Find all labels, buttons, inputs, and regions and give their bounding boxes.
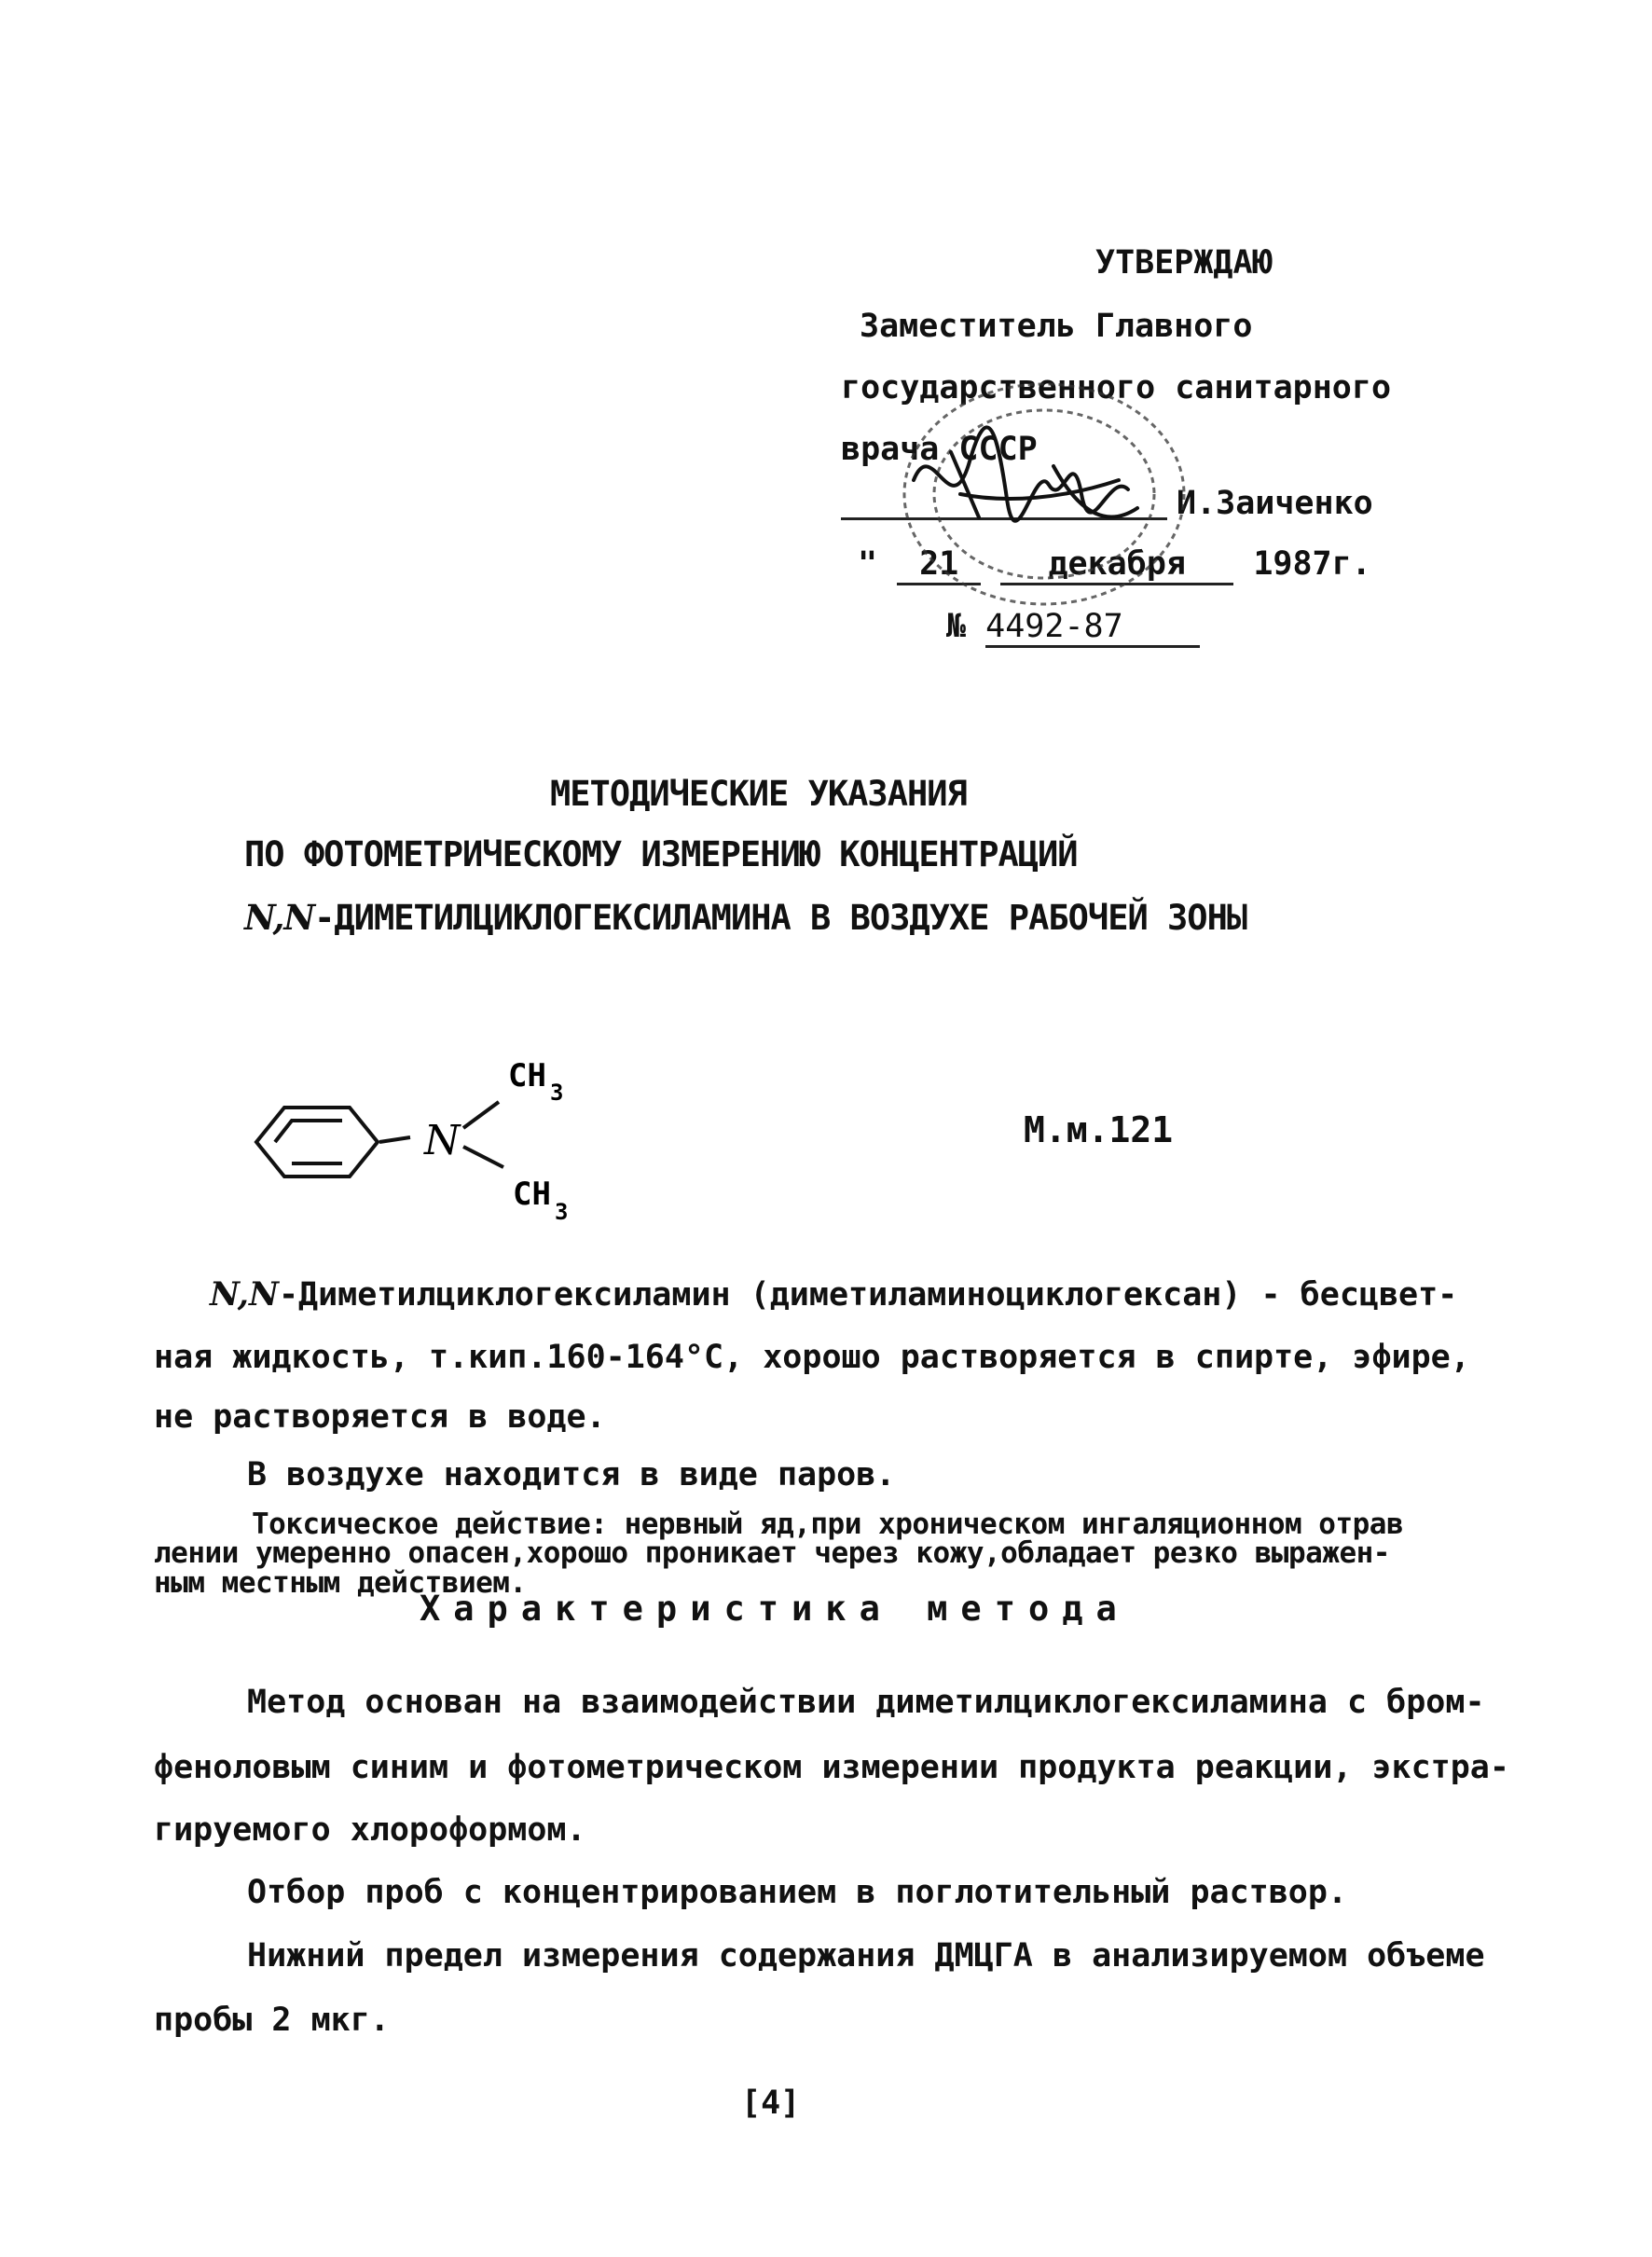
body-p1-line2: ная жидкость, т.кип.160-164°С, хорошо растворяется в спирте, эфире,: [154, 1339, 1470, 1376]
date-quote: ": [858, 545, 878, 583]
ch3-bottom-sub: 3: [555, 1199, 569, 1225]
ch3-top: CH: [508, 1057, 546, 1094]
approval-heading: УТВЕРЖДАЮ: [1095, 244, 1273, 282]
approval-number: [946, 608, 1200, 648]
body-p3-line1: Токсическое действие: нервный яд,при хроническом ингаляционном отрав: [252, 1507, 1404, 1541]
title-nn-prefix: N,N: [244, 897, 315, 938]
cyclohexane-ring: [256, 1108, 378, 1177]
body-nn-prefix: N,N: [210, 1275, 279, 1314]
title-line3-text: -ДИМЕТИЛЦИКЛОГЕКСИЛАМИНА В ВОЗДУХЕ РАБОЧЕЙ ЗОНЫ: [314, 898, 1247, 938]
section-p1-line1: Метод основан на взаимодействии диметилциклогексиламина с бром-: [247, 1684, 1485, 1721]
number-value: 4492-87: [985, 608, 1200, 648]
structural-formula: [219, 1035, 629, 1249]
body-p3-line3: ным местным действием.: [154, 1566, 527, 1600]
ch3-top-sub: 3: [550, 1080, 564, 1106]
molar-mass: М.м.121: [1024, 1109, 1174, 1150]
body-p1-line1: [210, 1275, 1457, 1314]
date-day: 21: [897, 545, 981, 585]
section-p3-line2: пробы 2 мкг.: [154, 2002, 390, 2039]
body-p1-line3: не растворяется в воде.: [154, 1398, 606, 1436]
bond-n-ch3-bottom: [463, 1147, 503, 1167]
section-p1-line3: гируемого хлороформом.: [154, 1811, 586, 1849]
page-number: [4]: [741, 2085, 801, 2122]
date-month: декабря: [1000, 545, 1233, 585]
title-line3: [244, 897, 1246, 938]
ring-inner-line: [275, 1121, 342, 1142]
body-p2: В воздухе находится в виде паров.: [247, 1456, 896, 1493]
title-line2: ПО ФОТОМЕТРИЧЕСКОМУ ИЗМЕРЕНИЮ КОНЦЕНТРАЦИЙ: [244, 834, 1078, 874]
title-line1: МЕТОДИЧЕСКИЕ УКАЗАНИЯ: [550, 774, 967, 814]
approval-signatory: И.Заиченко: [1177, 485, 1373, 522]
bond-n-ch3-top: [463, 1102, 499, 1128]
ch3-bottom: CH: [513, 1176, 551, 1213]
body-p1-line1-text: -Диметилциклогексиламин (диметиламиноциклогексан) - бесцвет-: [278, 1276, 1458, 1314]
signature-scribble: [914, 427, 1137, 520]
section-p2: Отбор проб с концентрированием в поглотительный раствор.: [247, 1874, 1348, 1911]
approval-position-line1: Заместитель Главного: [860, 308, 1253, 345]
body-p3-line2: лении умеренно опасен,хорошо проникает через кожу,обладает резко выражен-: [154, 1536, 1390, 1570]
section-p1-line2: феноловым синим и фотометрическом измерении продукта реакции, экстра-: [154, 1749, 1509, 1786]
bond-ring-n: [379, 1137, 410, 1142]
approval-position-line2: государственного санитарного: [841, 369, 1392, 406]
date-year: 1987г.: [1253, 545, 1371, 583]
number-prefix: №: [946, 608, 967, 645]
approval-position-line3: врача СССР: [841, 431, 1038, 468]
section-heading: Характеристика метода: [420, 1589, 1130, 1629]
section-p3-line1: Нижний предел измерения содержания ДМЦГА в анализируемом объеме: [247, 1937, 1485, 1975]
atom-n: N: [424, 1117, 461, 1164]
official-stamp: [895, 378, 1193, 611]
